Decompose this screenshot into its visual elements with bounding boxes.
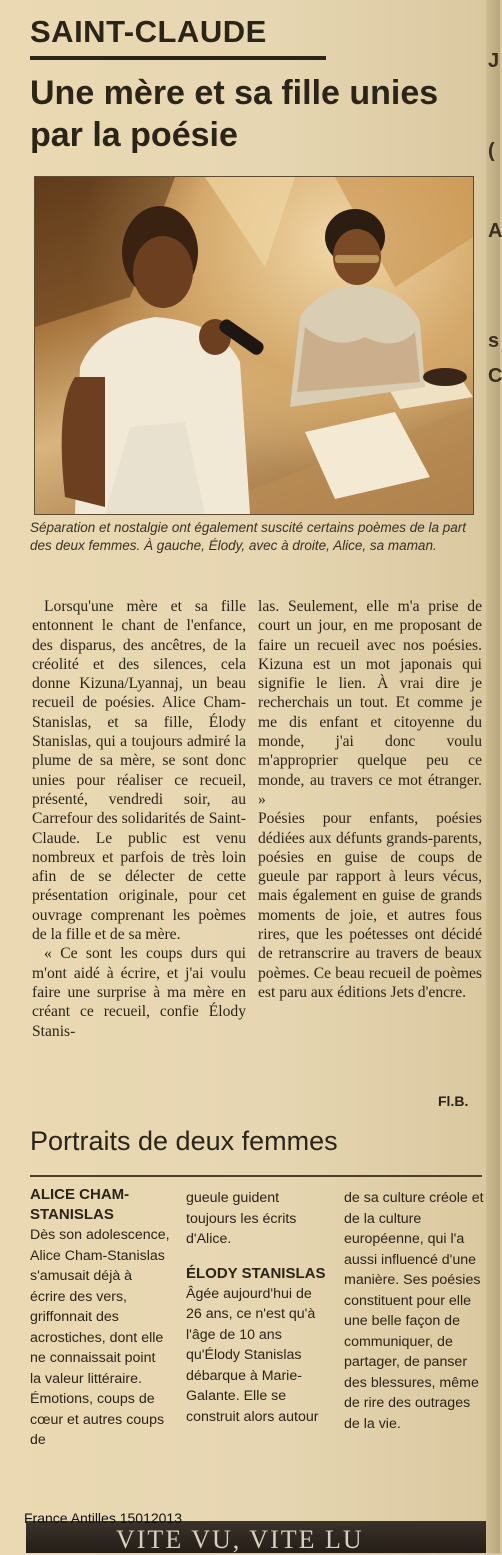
edge-glyph: J: [488, 50, 500, 72]
edge-glyph: (: [488, 140, 495, 162]
portraits-heading: Portraits de deux femmes: [30, 1126, 338, 1156]
author-signature: Fl.B.: [438, 1093, 469, 1109]
portrait-text-alice: Dès son adolescence, Alice Cham-Stanislas s'amusait déjà à écrire des vers, griffonnait des acrostiches, dont elle ne connaissait point la valeur littéraire. Émotions, coups de cœur et autres coups de: [30, 1227, 170, 1448]
article-paragraph: « Ce sont les coups durs qui m'ont aidé à écrire, et j'ai voulu faire une surprise à ma mère en créant ce recueil, confie Élody Stanis-: [32, 945, 246, 1040]
article-photo: [34, 176, 474, 515]
portrait-text-alice-cont: gueule guident toujours les écrits d'Alice.: [186, 1190, 297, 1247]
section-kicker: SAINT-CLAUDE: [30, 14, 267, 49]
portrait-name-alice: ALICE CHAM-STANISLAS: [30, 1186, 130, 1223]
portrait-column-1: [30, 1185, 170, 1451]
article-column-2: [258, 597, 482, 1002]
source-credit: France Antilles 15012013: [24, 1510, 182, 1526]
portrait-column-2: [186, 1188, 326, 1427]
footer-banner-text: VITE VU, VITE LU: [116, 1525, 364, 1554]
kicker-underline: [30, 56, 326, 60]
article-paragraph: Poésies pour enfants, poésies dédiées aux défunts grands-parents, poésies en guise de coups de gueule par rapport à leurs vécus, mais également en guise de grands moments de joie, et autres fous rires, que les poétesses ont décidé de retranscrire au travers de beaux poèmes. Ce beau recueil de poèmes est paru aux éditions Jets d'encre.: [258, 810, 482, 1001]
article-headline: Une mère et sa fille unies par la poésie: [30, 74, 439, 154]
portrait-text-elody: Âgée aujourd'hui de 26 ans, ce n'est qu'à l'âge de 10 ans qu'Élody Stanislas débarque à Marie-Galante. Elle se construit alors autour: [186, 1285, 319, 1425]
portrait-name-elody: ÉLODY STANISLAS: [186, 1264, 326, 1282]
edge-glyph: C: [488, 365, 502, 387]
article-paragraph: las. Seulement, elle m'a prise de court un jour, en me proposant de faire un recueil avec nos poésies. Kizuna est un mot japonais qui signifie le lien. À vrai dire je recherchais un tout. Et comme je me dis enfant et citoyenne du monde, j'ai donc voulu m'approprier quelque peu ce monde, au travers ce mot étranger. »: [258, 598, 482, 808]
article-paragraph: Lorsqu'une mère et sa fille entonnent le chant de l'enfance, des disparus, des ancêtres, de la créolité et des silences, cela donne Kizuna/Lyannaj, un beau recueil de poésies. Alice Cham-Stanislas, et sa fille, Élody Stanislas, qui a toujours admiré la plume de sa mère, se sont donc unies pour réaliser ce recueil, présenté, vendredi soir, au Carrefour des solidarités de Saint-Claude. Le public est venu nombreux et parfois de très loin afin de se délecter de cette présentation originale, pour cet ouvrage comprenant les poèmes de la fille et de sa mère.: [32, 598, 246, 944]
edge-glyph: s: [488, 330, 500, 352]
edge-glyph: A: [488, 220, 502, 242]
portrait-text-elody-cont: de sa culture créole et de la culture européenne, qui l'a aussi influencé d'une manière. Ses poésies constituent pour elle une belle façon de communiquer, de partager, de panser des blessures, même de rire des outrages de la vie.: [344, 1190, 484, 1432]
portrait-column-3: [344, 1188, 486, 1434]
section-divider: [30, 1175, 482, 1177]
article-column-1: [32, 597, 246, 1041]
photo-caption: Séparation et nostalgie ont également suscité certains poèmes de la part des deux femmes. À gauche, Élody, avec à droite, Alice, sa maman.: [30, 520, 467, 553]
